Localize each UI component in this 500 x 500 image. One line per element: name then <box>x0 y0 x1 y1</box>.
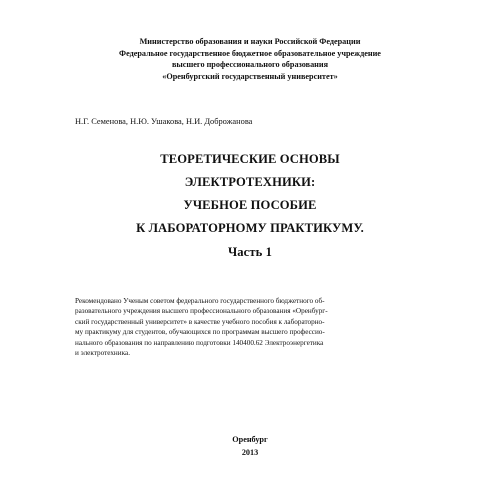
recommendation-line: и электротехника. <box>75 349 130 358</box>
imprint <box>20 433 480 459</box>
recommendation-line: му практикуму для студентов, обучающихся по программам высшего профессио- <box>75 328 325 337</box>
recommendation-text <box>75 296 328 358</box>
year: 2013 <box>241 448 259 457</box>
header-line: «Оренбургский государственный университет» <box>162 71 338 81</box>
recommendation-line: ский государственный университет» в качестве учебного пособия к лабораторно- <box>75 317 325 326</box>
title-line: ЭЛЕКТРОТЕХНИКИ: <box>184 175 316 189</box>
title-line: УЧЕБНОЕ ПОСОБИЕ <box>183 198 317 212</box>
header-line: высшего профессионального образования <box>171 60 329 69</box>
city: Оренбург <box>232 435 268 444</box>
part-number: Часть 1 <box>227 245 273 259</box>
recommendation-line: Рекомендовано Ученым советом федерального государственного бюджетного об- <box>75 297 325 305</box>
header-line: Федеральное государственное бюджетное образовательное учреждение <box>119 48 381 58</box>
authors: Н.Г. Семенова, Н.Ю. Ушакова, Н.И. Доброжанова <box>75 117 253 126</box>
book-title <box>20 148 480 264</box>
recommendation-line: нального образования по направлению подготовки 140400.62 Электроэнергетика <box>75 338 324 347</box>
title-line: ТЕОРЕТИЧЕСКИЕ ОСНОВЫ <box>160 152 340 166</box>
header-line: Министерство образования и науки Российской Федерации <box>139 37 361 46</box>
recommendation-line: разовательного учреждения высшего профессионального образования «Оренбург- <box>75 307 328 316</box>
title-line: К ЛАБОРАТОРНОМУ ПРАКТИКУМУ. <box>136 221 364 235</box>
institution-header <box>20 36 480 82</box>
